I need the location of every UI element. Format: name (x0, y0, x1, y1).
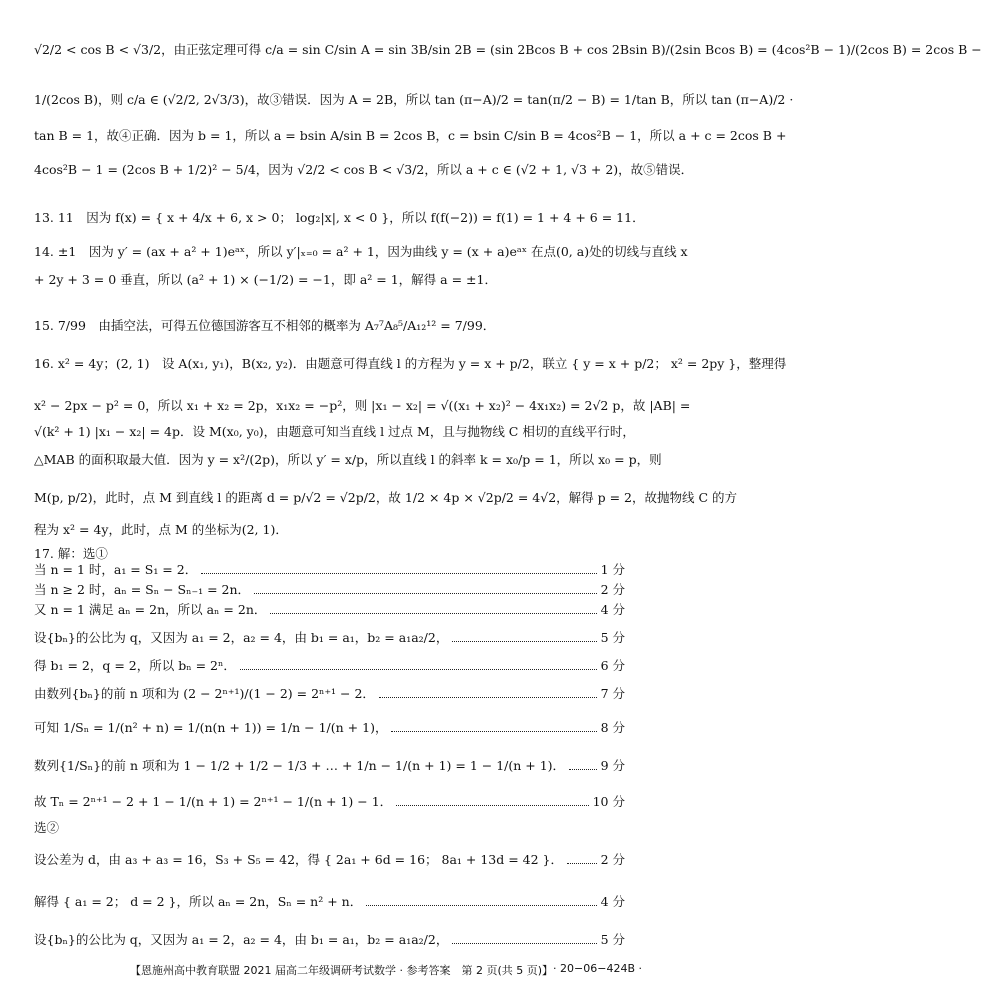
dotted-leader (569, 769, 597, 770)
solution-line: x² − 2px − p² = 0，所以 x₁ + x₂ = 2p，x₁x₂ = −p²，则 |x₁ − x₂| = √((x₁ + x₂)² − 4x₁x₂) = 2√2 p，故 |AB| = (34, 398, 691, 413)
solution-line: + 2y + 3 = 0 垂直，所以 (a² + 1) × (−1/2) = −1，即 a² = 1，解得 a = ±1． (34, 272, 497, 287)
dotted-leader (201, 573, 596, 574)
step-score: 7 分 (600, 686, 625, 701)
solution-line: tan B = 1，故④正确．因为 b = 1，所以 a = bsin A/sin B = 2cos B，c = bsin C/sin B = 4cos²B − 1，所以 a + c = 2cos B + (34, 128, 787, 143)
dotted-leader (452, 943, 596, 944)
step-score: 6 分 (600, 658, 625, 673)
step-score: 8 分 (600, 720, 625, 735)
step-text: 当 n = 1 时，a₁ = S₁ = 2． (34, 562, 198, 577)
step-score: 1 分 (600, 562, 625, 577)
step-text: 设{bₙ}的公比为 q，又因为 a₁ = 2，a₂ = 4，由 b₁ = a₁，b₂ = a₁a₂/2， (34, 630, 449, 645)
step-score: 5 分 (600, 630, 625, 645)
step-score: 9 分 (600, 758, 625, 773)
scored-step (34, 686, 625, 702)
step-text: 故 Tₙ = 2ⁿ⁺¹ − 2 + 1 − 1/(n + 1) = 2ⁿ⁺¹ − 1/(n + 1) − 1． (34, 794, 393, 809)
dotted-leader (240, 669, 597, 670)
scored-step (34, 720, 625, 736)
step-text: 由数列{bₙ}的前 n 项和为 (2 − 2ⁿ⁺¹)/(1 − 2) = 2ⁿ⁺¹ − 2． (34, 686, 375, 701)
scored-step (34, 758, 625, 774)
step-text: 设公差为 d，由 a₃ + a₃ = 16，S₃ + S₅ = 42，得 { 2a₁ + 6d = 16； 8a₁ + 13d = 42 }． (34, 852, 564, 867)
dotted-leader (366, 905, 596, 906)
footer-code: · 20−06−424B · (553, 962, 643, 975)
step-text: 数列{1/Sₙ}的前 n 项和为 1 − 1/2 + 1/2 − 1/3 + … + 1/n − 1/(n + 1) = 1 − 1/(n + 1)． (34, 758, 566, 773)
step-score: 4 分 (600, 894, 625, 909)
scored-step (34, 658, 625, 674)
solution-line: 15. 7/99 由插空法，可得五位德国游客互不相邻的概率为 A₇⁷A₈⁵/A₁₂¹² = 7/99． (34, 318, 496, 333)
dotted-leader (567, 863, 597, 864)
solution-line: 1/(2cos B)，则 c/a ∈ (√2/2, 2√3/3)，故③错误．因为 A = 2B，所以 tan (π−A)/2 = tan(π/2 − B) = 1/tan B，所以 tan (π−A)/2 · (34, 92, 794, 107)
page-footer (130, 962, 643, 978)
scored-step (34, 894, 625, 910)
step-score: 10 分 (592, 794, 625, 809)
step-score: 4 分 (600, 602, 625, 617)
step-score: 2 分 (600, 582, 625, 597)
step-text: 当 n ≥ 2 时，aₙ = Sₙ − Sₙ₋₁ = 2n． (34, 582, 251, 597)
dotted-leader (391, 731, 596, 732)
step-text: 解得 { a₁ = 2； d = 2 }，所以 aₙ = 2n，Sₙ = n² + n． (34, 894, 363, 909)
solution-line: 13. 11 因为 f(x) = { x + 4/x + 6, x > 0； log₂|x|, x < 0 }，所以 f(f(−2)) = f(1) = 1 + 4 + 6 = 11． (34, 210, 645, 225)
scored-step (34, 932, 625, 948)
scored-step (34, 602, 625, 618)
scored-step (34, 630, 625, 646)
scored-step (34, 562, 625, 578)
solution-line: 17. 解：选① (34, 546, 108, 561)
option-2-heading: 选② (34, 820, 60, 835)
dotted-leader (379, 697, 597, 698)
dotted-leader (396, 805, 588, 806)
step-text: 可知 1/Sₙ = 1/(n² + n) = 1/(n(n + 1)) = 1/n − 1/(n + 1)， (34, 720, 388, 735)
step-text: 设{bₙ}的公比为 q，又因为 a₁ = 2，a₂ = 4，由 b₁ = a₁，b₂ = a₁a₂/2， (34, 932, 449, 947)
solution-line: √2/2 < cos B < √3/2，由正弦定理可得 c/a = sin C/sin A = sin 3B/sin 2B = (sin 2Bcos B + cos 2Bsin B)/(2sin Bcos B) = (4cos²B − 1)/(2cos B) = 2cos B − (34, 42, 982, 57)
solution-line: 16. x² = 4y；(2, 1) 设 A(x₁, y₁)，B(x₂, y₂)．由题意可得直线 l 的方程为 y = x + p/2，联立 { y = x + p/2； x² = 2py }，整理得 (34, 356, 787, 371)
step-score: 2 分 (600, 852, 625, 867)
solution-line: 程为 x² = 4y，此时，点 M 的坐标为(2, 1)． (34, 522, 288, 537)
dotted-leader (254, 593, 597, 594)
scored-step (34, 852, 625, 868)
solution-line: M(p, p/2)，此时，点 M 到直线 l 的距离 d = p/√2 = √2p/2，故 1/2 × 4p × √2p/2 = 4√2，解得 p = 2，故抛物线 C 的方 (34, 490, 738, 505)
step-text: 又 n = 1 满足 aₙ = 2n，所以 aₙ = 2n． (34, 602, 267, 617)
scored-step (34, 794, 625, 810)
footer-title: 【恩施州高中教育联盟 2021 届高二年级调研考试数学 · 参考答案 第 2 页(共 5 页)】 (130, 964, 554, 977)
solution-line: △MAB 的面积取最大值．因为 y = x²/(2p)，所以 y′ = x/p，所以直线 l 的斜率 k = x₀/p = 1，所以 x₀ = p，则 (34, 452, 662, 467)
step-score: 5 分 (600, 932, 625, 947)
solution-line: 14. ±1 因为 y′ = (ax + a² + 1)eᵃˣ，所以 y′|ₓ₌₀ = a² + 1，因为曲线 y = (x + a)eᵃˣ 在点(0, a)处的切线与直线 x (34, 244, 688, 259)
scored-step (34, 582, 625, 598)
dotted-leader (270, 613, 596, 614)
step-text: 得 b₁ = 2，q = 2，所以 bₙ = 2ⁿ． (34, 658, 236, 673)
solution-line: √(k² + 1) |x₁ − x₂| = 4p．设 M(x₀, y₀)，由题意可知当直线 l 过点 M，且与抛物线 C 相切的直线平行时， (34, 424, 635, 439)
dotted-leader (452, 641, 596, 642)
solution-line: 4cos²B − 1 = (2cos B + 1/2)² − 5/4，因为 √2/2 < cos B < √3/2，所以 a + c ∈ (√2 + 1, √3 + 2)，故⑤错误． (34, 162, 694, 177)
